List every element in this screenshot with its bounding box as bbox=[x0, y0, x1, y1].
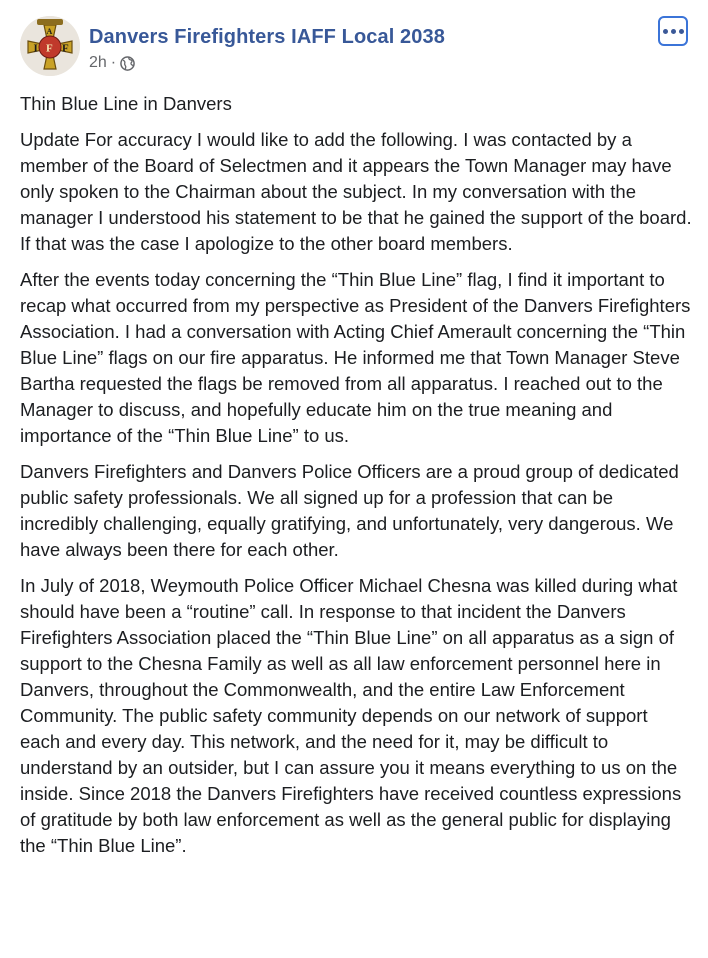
ellipsis-icon bbox=[663, 29, 684, 34]
svg-text:F: F bbox=[62, 42, 69, 55]
post-paragraph: Update For accuracy I would like to add the following. I was contacted by a member of the Board of Selectmen and it appears the Town Manager may have only spoken to the Chairman about the subject. In my conversation with the manager I understood his statement to be that he gained the support of the board. If that was the case I apologize to the other board members. bbox=[20, 129, 692, 254]
post-paragraph-title: Thin Blue Line in Danvers bbox=[20, 93, 232, 114]
post-paragraph: In July of 2018, Weymouth Police Officer Michael Chesna was killed during what should have been a “routine” call. In response to that incident the Danvers Firefighters Association placed the “Thin Blue Line” on all apparatus as a sign of support to the Chesna Family as well as all law enforcement personnel here in Danvers, throughout the Commonwealth, and the entire Law Enforcement Community. The public safety community depends on our network of support each and every day. This network, and the need for it, may be difficult to understand by an outsider, but I can assure you it means everything to us on the inside. Since 2018 the Danvers Firefighters have received countless expressions of gratitude by both law enforcement as well as the general public for displaying the “Thin Blue Line”. bbox=[20, 575, 682, 856]
meta-separator: · bbox=[110, 54, 117, 71]
globe-icon[interactable] bbox=[120, 56, 135, 71]
svg-text:A: A bbox=[46, 27, 53, 36]
more-options-button[interactable] bbox=[658, 16, 688, 46]
post-paragraph: After the events today concerning the “Thin Blue Line” flag, I find it important to recap what occurred from my perspective as President of the Danvers Firefighters Association. I had a conversation with Acting Chief Amerault concerning the “Thin Blue Line” flags on our fire apparatus. He informed me that Town Manager Steve Bartha requested the flags be removed from all apparatus. I reached out to the Manager to discuss, and hopefully educate him on the true meaning and importance of the “Thin Blue Line” to us. bbox=[20, 269, 691, 446]
post-message bbox=[20, 91, 692, 869]
post-meta bbox=[89, 54, 135, 72]
svg-text:I: I bbox=[33, 42, 38, 55]
page-name-link[interactable]: Danvers Firefighters IAFF Local 2038 bbox=[89, 26, 445, 48]
iaff-logo-icon bbox=[20, 16, 80, 76]
page-avatar[interactable] bbox=[20, 16, 80, 76]
svg-text:F: F bbox=[46, 42, 53, 55]
post-header bbox=[20, 16, 688, 84]
post-timestamp[interactable]: 2h bbox=[89, 54, 107, 71]
post-paragraph: Danvers Firefighters and Danvers Police Officers are a proud group of dedicated public safety professionals. We all signed up for a profession that can be incredibly challenging, equally gratifying, and unfortunately, very dangerous. We have always been there for each other. bbox=[20, 461, 679, 560]
